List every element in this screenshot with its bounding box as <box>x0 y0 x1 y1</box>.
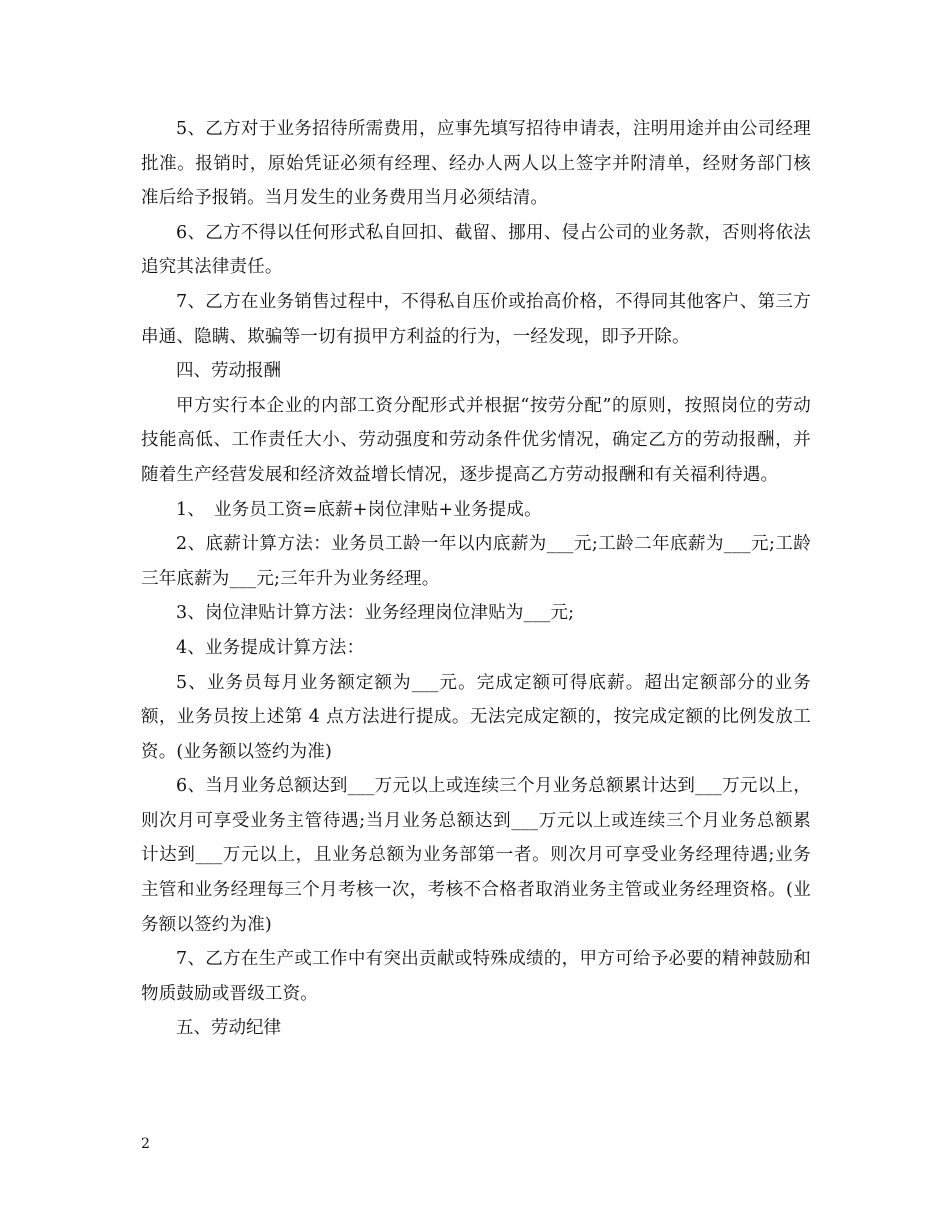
paragraph-no-kickbacks: 6、乙方不得以任何形式私自回扣、截留、挪用、侵占公司的业务款，否则将依法追究其法律责任。 <box>141 222 811 278</box>
paragraph-promotion-criteria: 6、当月业务总额达到___万元以上或连续三个月业务总额累计达到___万元以上，则次月可享受业务主管待遇;当月业务总额达到___万元以上或连续三个月业务总额累计达到___万元以上，且业务总额为业务部第一者。则次月可享受业务经理待遇;业务主管和业务经理每三个月考核一次，考核不合格者取消业务主管或业务经理资格。(业务额以签约为准) <box>141 776 811 935</box>
paragraph-remuneration-principle: 甲方实行本企业的内部工资分配形式并根据“按劳分配”的原则，按照岗位的劳动技能高低、工作责任大小、劳动强度和劳动条件优劣情况，确定乙方的劳动报酬，并随着生产经营发展和经济效益增长情况，逐步提高乙方劳动报酬和有关福利待遇。 <box>141 395 811 485</box>
section-heading-labor-discipline: 五、劳动纪律 <box>176 1018 281 1039</box>
paragraph-rewards: 7、乙方在生产或工作中有突出贡献或特殊成绩的，甲方可给予必要的精神鼓励和物质鼓励或晋级工资。 <box>141 949 811 1004</box>
document-body <box>141 112 811 1046</box>
paragraph-salary-formula: 1、 业务员工资=底薪+岗位津贴+业务提成。 <box>176 499 542 520</box>
section-heading-remuneration: 四、劳动报酬 <box>176 361 281 382</box>
paragraph-base-salary: 2、底薪计算方法：业务员工龄一年以内底薪为___元;工龄二年底薪为___元;工龄三年底薪为___元;三年升为业务经理。 <box>141 534 811 589</box>
page-number: 2 <box>141 1136 150 1152</box>
paragraph-position-allowance: 3、岗位津贴计算方法：业务经理岗位津贴为___元; <box>176 603 575 624</box>
paragraph-entertainment-expenses: 5、乙方对于业务招待所需费用，应事先填写招待申请表，注明用途并由公司经理批准。报销时，原始凭证必须有经理、经办人两人以上签字并附清单，经财务部门核准后给予报销。当月发生的业务费用当月必须结清。 <box>141 119 811 209</box>
paragraph-commission-method: 4、业务提成计算方法： <box>176 637 365 658</box>
paragraph-no-price-manipulation: 7、乙方在业务销售过程中，不得私自压价或抬高价格，不得同其他客户、第三方串通、隐瞒、欺骗等一切有损甲方利益的行为，一经发现，即予开除。 <box>141 291 811 347</box>
paragraph-monthly-quota: 5、业务员每月业务额定额为___元。完成定额可得底薪。超出定额部分的业务额，业务员按上述第 4 点方法进行提成。无法完成定额的，按完成定额的比例发放工资。(业务额以签约为准) <box>141 672 811 762</box>
